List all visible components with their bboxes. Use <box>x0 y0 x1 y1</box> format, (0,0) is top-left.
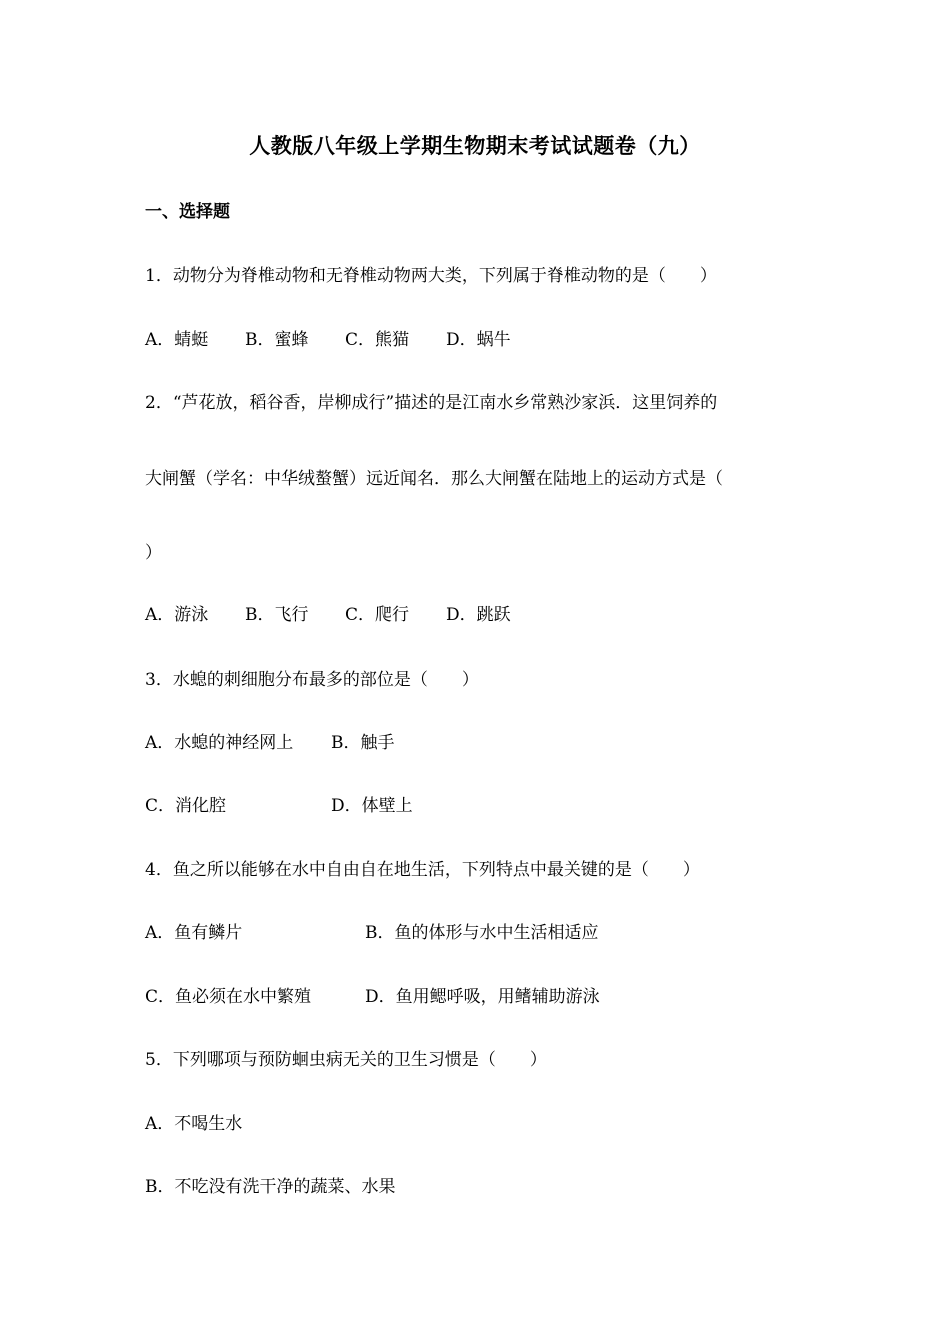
question-5-option-b: B．不吃没有洗干净的蔬菜、水果 <box>145 1177 396 1197</box>
question-3-option-c: C．消化腔 <box>145 796 227 816</box>
page-title: 人教版八年级上学期生物期末考试试题卷（九） <box>249 133 701 158</box>
question-2-stem-line-3: ） <box>145 543 162 563</box>
question-1-stem: 1．动物分为脊椎动物和无脊椎动物两大类，下列属于脊椎动物的是（ ） <box>145 266 717 286</box>
question-1-option-c: C．熊猫 <box>345 330 410 350</box>
question-2-stem-line-2: 大闸蟹（学名：中华绒螯蟹）远近闻名．那么大闸蟹在陆地上的运动方式是（ <box>145 469 723 489</box>
question-4-stem: 4．鱼之所以能够在水中自由自在地生活，下列特点中最关键的是（ ） <box>145 860 700 880</box>
question-2-option-a: A．游泳 <box>145 605 209 625</box>
question-4-option-b: B．鱼的体形与水中生活相适应 <box>365 923 599 943</box>
question-1-option-a: A．蜻蜓 <box>145 330 209 350</box>
question-1-option-d: D．蜗牛 <box>446 330 511 350</box>
question-3-option-a: A．水螅的神经网上 <box>145 733 294 753</box>
question-3-stem: 3．水螅的刺细胞分布最多的部位是（ ） <box>145 670 479 690</box>
question-5-stem: 5．下列哪项与预防蛔虫病无关的卫生习惯是（ ） <box>145 1050 547 1070</box>
question-2-option-b: B．飞行 <box>245 605 309 625</box>
question-2-option-c: C．爬行 <box>345 605 410 625</box>
question-2-stem-line-1: 2．“芦花放，稻谷香，岸柳成行”描述的是江南水乡常熟沙家浜．这里饲养的 <box>145 393 718 413</box>
section-heading: 一、选择题 <box>145 202 230 222</box>
question-4-option-a: A．鱼有鳞片 <box>145 923 243 943</box>
question-4-option-d: D．鱼用鳃呼吸，用鳍辅助游泳 <box>365 987 600 1007</box>
question-4-option-c: C．鱼必须在水中繁殖 <box>145 987 312 1007</box>
question-2-option-d: D．跳跃 <box>446 605 511 625</box>
question-3-option-b: B．触手 <box>331 733 395 753</box>
question-3-option-d: D．体壁上 <box>331 796 413 816</box>
question-5-option-a: A．不喝生水 <box>145 1114 243 1134</box>
question-1-option-b: B．蜜蜂 <box>245 330 309 350</box>
